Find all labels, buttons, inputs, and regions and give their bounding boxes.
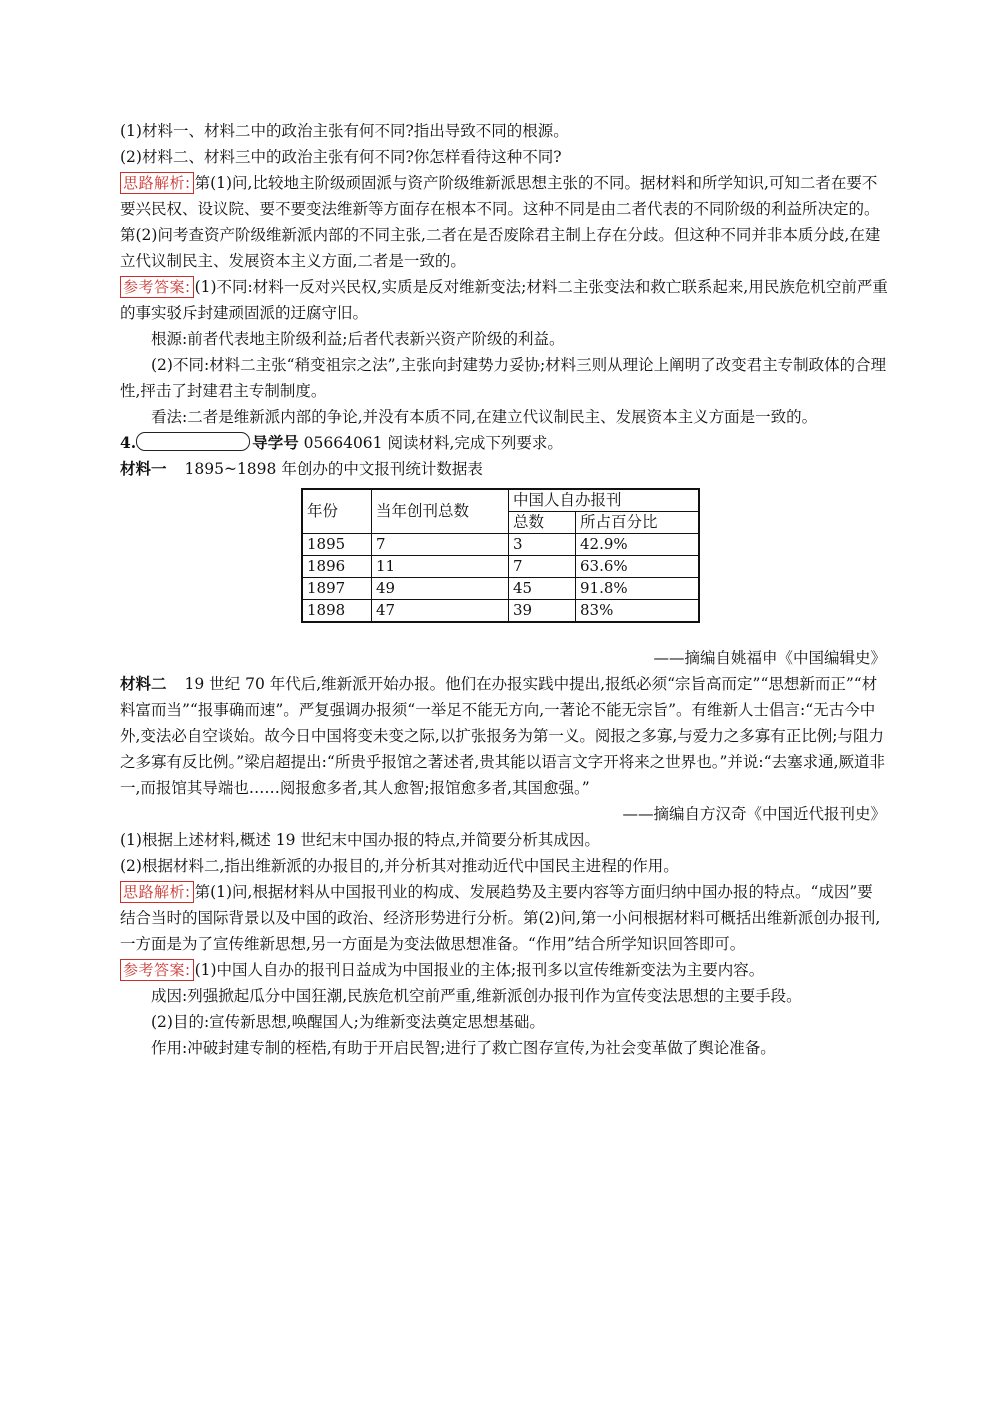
q3-answer-3: (2)不同:材料二主张“稍变祖宗之法”,主张向封建势力妥协;材料三则从理论上阐明了改变君主专制政体的合理性,抨击了封建君主专制制度。 bbox=[120, 356, 887, 400]
q3-analysis bbox=[120, 170, 888, 274]
cell-total: 11 bbox=[372, 556, 509, 578]
newspaper-stats-table-wrap bbox=[301, 488, 888, 623]
guide-number-code: 05664061 bbox=[303, 434, 383, 452]
answer-link-pill[interactable] bbox=[136, 432, 250, 451]
table-row bbox=[302, 578, 699, 600]
analysis-tag: 思路解析: bbox=[120, 172, 194, 194]
material1-source: ——摘编自姚福申《中国编辑史》 bbox=[653, 649, 886, 667]
q4-question-1: (1)根据上述材料,概述 19 世纪末中国办报的特点,并简要分析其成因。 bbox=[120, 831, 600, 849]
answer-tag: 参考答案: bbox=[120, 959, 194, 981]
q3-question-2: (2)材料二、材料三中的政治主张有何不同?你怎样看待这种不同? bbox=[120, 148, 562, 166]
page-content bbox=[120, 118, 888, 1061]
q3-question-1: (1)材料一、材料二中的政治主张有何不同?指出导致不同的根源。 bbox=[120, 122, 569, 140]
newspaper-stats-table bbox=[301, 488, 700, 623]
cell-total: 47 bbox=[372, 600, 509, 623]
header-total: 当年创刊总数 bbox=[372, 489, 509, 534]
material2 bbox=[120, 671, 888, 801]
q4-number: 4. bbox=[120, 433, 137, 452]
q3-answer-1-text: (1)不同:材料一反对兴民权,实质是反对维新变法;材料二主张变法和救亡联系起来,用民族危机空前严重的事实驳斥封建顽固派的迂腐守旧。 bbox=[120, 278, 888, 322]
cell-count: 7 bbox=[509, 556, 576, 578]
guide-number-label: 导学号 bbox=[252, 434, 299, 452]
q3-answer-1 bbox=[120, 274, 888, 326]
q4-answer-3: (2)目的:宣传新思想,唤醒国人;为维新变法奠定思想基础。 bbox=[151, 1013, 545, 1031]
material2-source: ——摘编自方汉奇《中国近代报刊史》 bbox=[622, 805, 886, 823]
table-header-row bbox=[302, 489, 699, 512]
table-row bbox=[302, 600, 699, 623]
cell-count: 3 bbox=[509, 534, 576, 556]
header-percent: 所占百分比 bbox=[576, 512, 700, 534]
analysis-tag: 思路解析: bbox=[120, 881, 194, 903]
cell-percent: 42.9% bbox=[576, 534, 700, 556]
cell-percent: 63.6% bbox=[576, 556, 700, 578]
q4-answer-2: 成因:列强掀起瓜分中国狂潮,民族危机空前严重,维新派创办报刊作为宣传变法思想的主要手段。 bbox=[151, 987, 802, 1005]
material2-text: 19 世纪 70 年代后,维新派开始办报。他们在办报实践中提出,报纸必须“宗旨高而定”“思想新而正”“材料富而当”“报事确而速”。严复强调办报须“一举足不能无方向,一著论不能无宗旨”。有维新人士倡言:“无古今中外,变法必自空谈始。故今日中国将变未变之际,以扩张报务为第一义。阅报之多寡,与爱力之多寡有正比例;与阻力之多寡有反比例。”梁启超提出:“所贵乎报馆之著述者,贵其能以语言文字开将来之世界也。”并说:“去塞求通,厥道非一,而报馆其导端也……阅报愈多者,其人愈智;报馆愈多者,其国愈强。” bbox=[120, 675, 885, 797]
q4-answer-4: 作用:冲破封建专制的桎梏,有助于开启民智;进行了救亡图存宣传,为社会变革做了舆论准备。 bbox=[151, 1039, 776, 1057]
cell-total: 49 bbox=[372, 578, 509, 600]
cell-total: 7 bbox=[372, 534, 509, 556]
q3-answer-2: 根源:前者代表地主阶级利益;后者代表新兴资产阶级的利益。 bbox=[151, 330, 565, 348]
cell-count: 45 bbox=[509, 578, 576, 600]
q4-answer-1 bbox=[120, 957, 888, 983]
material1-heading bbox=[120, 456, 888, 482]
cell-year: 1897 bbox=[302, 578, 372, 600]
q4-header bbox=[120, 430, 888, 456]
cell-year: 1895 bbox=[302, 534, 372, 556]
answer-tag: 参考答案: bbox=[120, 276, 194, 298]
material1-label: 材料一 bbox=[120, 460, 167, 478]
cell-percent: 83% bbox=[576, 600, 700, 623]
header-count: 总数 bbox=[509, 512, 576, 534]
cell-year: 1896 bbox=[302, 556, 372, 578]
q4-analysis bbox=[120, 879, 888, 957]
q4-answer-1-text: (1)中国人自办的报刊日益成为中国报业的主体;报刊多以宣传维新变法为主要内容。 bbox=[194, 961, 765, 979]
header-year: 年份 bbox=[302, 489, 372, 534]
q3-answer-4: 看法:二者是维新派内部的争论,并没有本质不同,在建立代议制民主、发展资本主义方面是一致的。 bbox=[151, 408, 818, 426]
cell-count: 39 bbox=[509, 600, 576, 623]
material1-caption: 1895~1898 年创办的中文报刊统计数据表 bbox=[184, 460, 483, 478]
material2-label: 材料二 bbox=[120, 675, 167, 693]
table-row bbox=[302, 556, 699, 578]
q4-question-2: (2)根据材料二,指出维新派的办报目的,并分析其对推动近代中国民主进程的作用。 bbox=[120, 857, 679, 875]
header-chinese-run: 中国人自办报刊 bbox=[509, 489, 700, 512]
cell-percent: 91.8% bbox=[576, 578, 700, 600]
table-row bbox=[302, 534, 699, 556]
q3-analysis-text: 第(1)问,比较地主阶级顽固派与资产阶级维新派思想主张的不同。据材料和所学知识,可知二者在要不要兴民权、设议院、要不要变法维新等方面存在根本不同。这种不同是由二者代表的不同阶级的利益所决定的。第(2)问考查资产阶级维新派内部的不同主张,二者在是否废除君主制上存在分歧。但这种不同并非本质分歧,在建立代议制民主、发展资本主义方面,二者是一致的。 bbox=[120, 174, 881, 270]
q4-analysis-text: 第(1)问,根据材料从中国报刊业的构成、发展趋势及主要内容等方面归纳中国办报的特点。“成因”要结合当时的国际背景以及中国的政治、经济形势进行分析。第(2)问,第一小问根据材料可概括出维新派创办报刊,一方面是为了宣传维新思想,另一方面是为变法做思想准备。“作用”结合所学知识回答即可。 bbox=[120, 883, 881, 953]
q4-instruction: 阅读材料,完成下列要求。 bbox=[387, 434, 563, 452]
cell-year: 1898 bbox=[302, 600, 372, 623]
